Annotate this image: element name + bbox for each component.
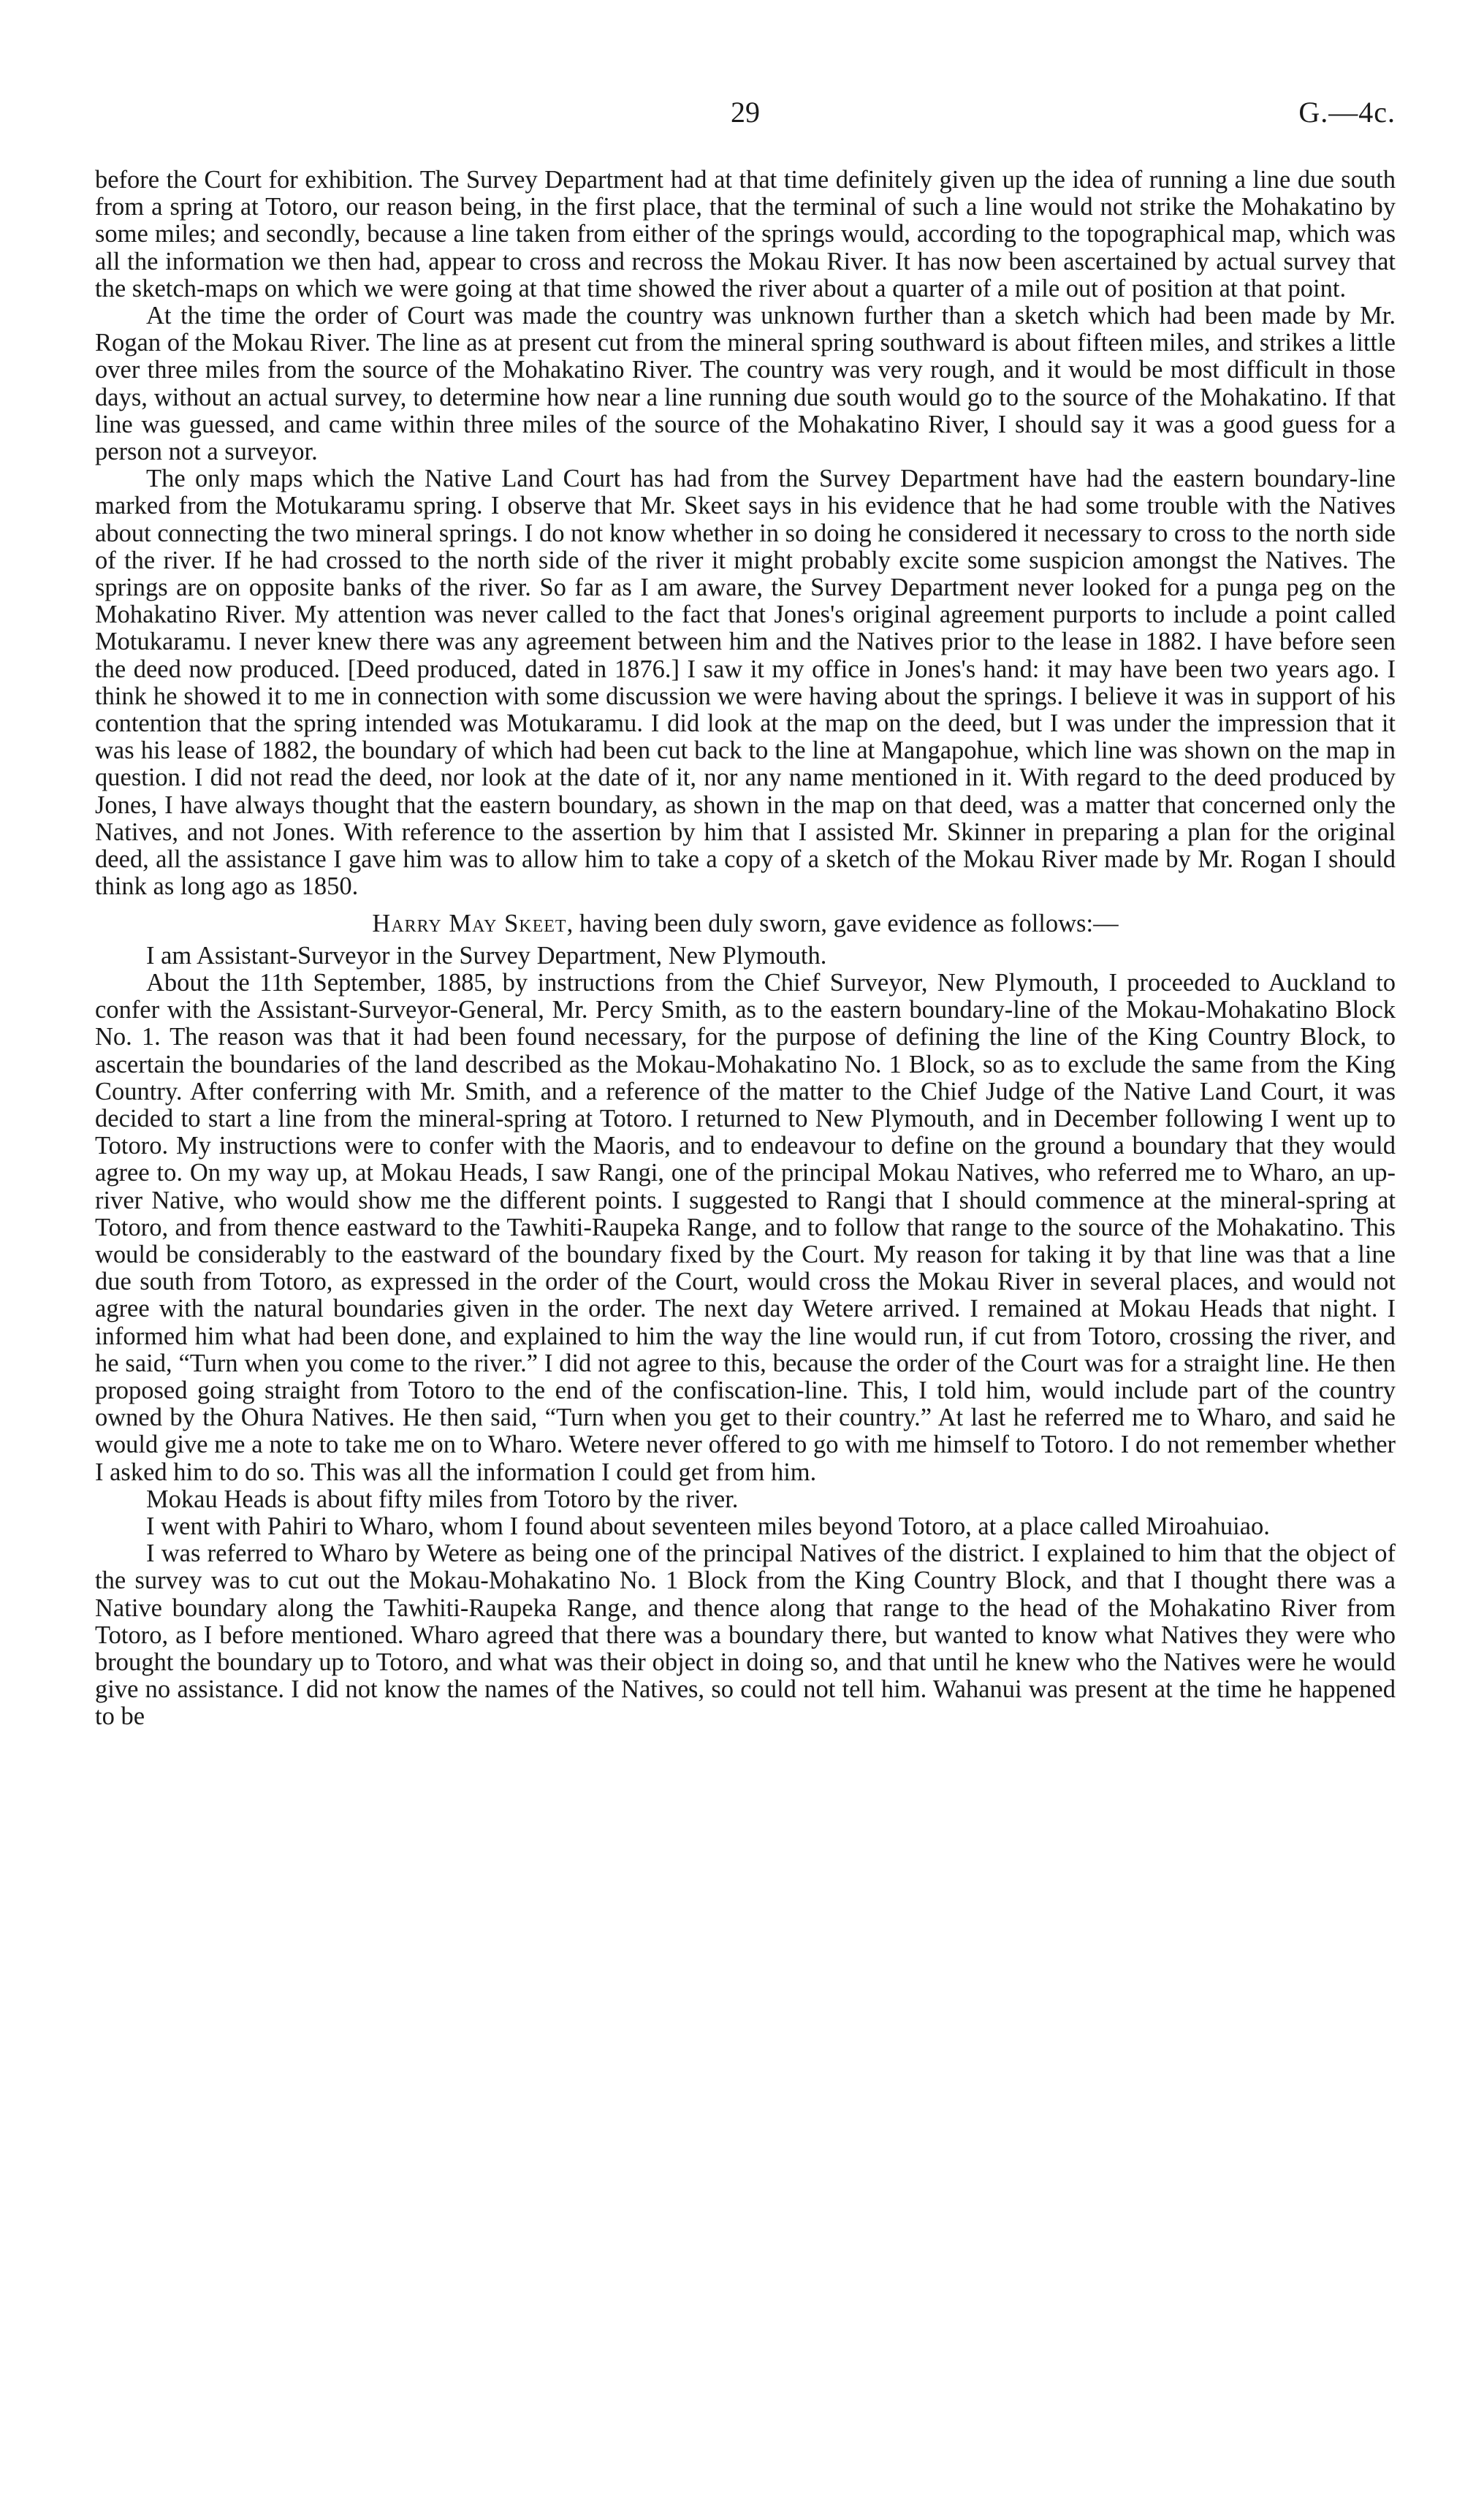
page-header (95, 95, 1396, 139)
document-reference: G.—4c. (1298, 96, 1396, 129)
testimony-paragraph: I am Assistant-Surveyor in the Survey Department, New Plymouth. (146, 941, 827, 970)
testimony-paragraph: I went with Pahiri to Wharo, whom I found about seventeen miles beyond Totoro, at a place called Miroahuiao. (146, 1512, 1270, 1540)
testimony-paragraph: About the 11th September, 1885, by instructions from the Chief Surveyor, New Plymouth, I proceeded to Auckland to confer with the Assistant-Surveyor-General, Mr. Percy Smith, as to the eastern boundary-line of the Mokau-Mohakatino Block No. 1. The reason was that it had been found necessary, for the purpose of defining the line of the King Country Block, to ascertain the boundaries of the land described as the Mokau-Mohakatino No. 1 Block, so as to exclude the same from the King Country. After conferring with Mr. Smith, and a reference of the matter to the Chief Judge of the Native Land Court, it was decided to start a line from the mineral-spring at Totoro. I returned to New Plymouth, and in December following I went up to Totoro. My instructions were to confer with the Maoris, and to endeavour to define on the ground a boundary that they would agree to. On my way up, at Mokau Heads, I saw Rangi, one of the principal Mokau Natives, who referred me to Wharo, an up-river Native, who would show me the different points. I suggested to Rangi that I should commence at the mineral-spring at Totoro, and from thence eastward to the Tawhiti-Raupeka Range, and to follow that range to the source of the Mohakatino. This would be considerably to the eastward of the boundary fixed by the Court. My reason for taking it by that line was that a line due south from Totoro, as expressed in the order of the Court, would cross the Mokau River in several places, and would not agree with the natural boundaries given in the order. The next day Wetere arrived. I remained at Mokau Heads that night. I informed him what had been done, and explained to him the way the line would run, if cut from Totoro, crossing the river, and he said, “Turn when you come to the river.” I did not agree to this, because the order of the Court was for a straight line. He then proposed going straight from Totoro to the end of the confiscation-line. This, I told him, would include part of the country owned by the Ohura Natives. He then said, “Turn when you get to their country.” At last he referred me to Wharo, and said he would give me a note to take me on to Wharo. Wetere never offered to go with me himself to Totoro. I do not remember whether I asked him to do so. This was all the information I could get from him. (95, 968, 1396, 1486)
body-text (95, 167, 1396, 1731)
page-number: 29 (731, 96, 760, 129)
paragraph-continuation: before the Court for exhibition. The Survey Department had at that time definitely given up the idea of running a line due south from a spring at Totoro, our reason being, in the first place, that the terminal of such a line would not strike the Mohakatino by some miles; and secondly, because a line taken from either of the springs would, according to the topographical map, which was all the information we then had, appear to cross and recross the Mokau River. It has now been ascertained by actual survey that the sketch-maps on which we were going at that time showed the river about a quarter of a mile out of position at that point. (95, 166, 1396, 302)
witness-heading (95, 910, 1396, 937)
witness-name: Harry May Skeet (372, 910, 567, 938)
testimony-paragraph: Mokau Heads is about fifty miles from Totoro by the river. (146, 1485, 739, 1513)
witness-intro: , having been duly sworn, gave evidence as follows:— (566, 910, 1119, 938)
paragraph: The only maps which the Native Land Court has had from the Survey Department have had the eastern boundary-line marked from the Motukaramu spring. I observe that Mr. Skeet says in his evidence that he had some trouble with the Natives about connecting the two mineral springs. I do not know whether in so doing he considered it necessary to cross to the north side of the river. If he had crossed to the north side of the river it might probably excite some suspicion amongst the Natives. The springs are on opposite banks of the river. So far as I am aware, the Survey Department never looked for a punga peg on the Mohakatino River. My attention was never called to the fact that Jones's original agreement purports to include a point called Motukaramu. I never knew there was any agreement between him and the Natives prior to the lease in 1882. I have before seen the deed now produced. [Deed produced, dated in 1876.] I saw it my office in Jones's hand: it may have been two years ago. I think he showed it to me in connection with some discussion we were having about the springs. I believe it was in support of his contention that the spring intended was Motukaramu. I did look at the map on the deed, but I was under the impression that it was his lease of 1882, the boundary of which had been cut back to the line at Mangapohue, which line was shown on the map in question. I did not read the deed, nor look at the date of it, nor any name mentioned in it. With regard to the deed produced by Jones, I have always thought that the eastern boundary, as shown in the map on that deed, was a matter that concerned only the Natives, and not Jones. With reference to the assertion by him that I assisted Mr. Skinner in preparing a plan for the original deed, all the assistance I gave him was to allow him to take a copy of a sketch of the Mokau River made by Mr. Rogan I should think as long ago as 1850. (95, 465, 1396, 901)
paragraph: At the time the order of Court was made the country was unknown further than a sketch which had been made by Mr. Rogan of the Mokau River. The line as at present cut from the mineral spring southward is about fifteen miles, and strikes a little over three miles from the source of the Mohakatino River. The country was very rough, and it would be most difficult in those days, without an actual survey, to determine how near a line running due south would go to the source of the Mohakatino. If that line was guessed, and came within three miles of the source of the Mohakatino River, I should say it was a good guess for a person not a surveyor. (95, 302, 1396, 466)
testimony-paragraph: I was referred to Wharo by Wetere as being one of the principal Natives of the district. I explained to him that the object of the survey was to cut out the Mokau-Mohakatino No. 1 Block from the King Country Block, and that I thought there was a Native boundary along the Tawhiti-Raupeka Range, and thence along that range to the head of the Mohakatino River from Totoro, as I before mentioned. Wharo agreed that there was a boundary there, but wanted to know what Natives they were who brought the boundary up to Totoro, and what was their object in doing so, and that until he knew who the Natives were he would give no assistance. I did not know the names of the Natives, so could not tell him. Wahanui was present at the time he happened to be (95, 1539, 1396, 1731)
